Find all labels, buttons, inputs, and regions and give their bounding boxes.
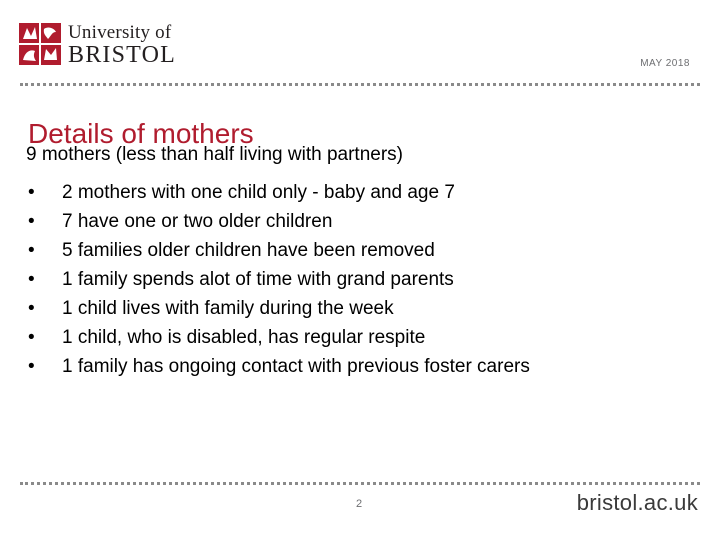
logo-university-text: University of <box>68 22 172 43</box>
footer-divider <box>20 482 700 485</box>
bullet-text: 1 child, who is disabled, has regular respite <box>62 327 426 348</box>
bullet-icon: • <box>28 269 35 290</box>
bullet-icon: • <box>28 211 35 232</box>
bullet-icon: • <box>28 327 35 348</box>
bullet-icon: • <box>28 298 35 319</box>
university-logo <box>18 20 178 70</box>
list-item <box>28 178 530 207</box>
slide-intro: 9 mothers (less than half living with partners) <box>26 144 403 165</box>
list-item <box>28 207 530 236</box>
bullet-text: 2 mothers with one child only - baby and age 7 <box>62 182 455 203</box>
list-item <box>28 323 530 352</box>
bullet-text: 1 family has ongoing contact with previous foster carers <box>62 356 530 377</box>
bullet-text: 1 child lives with family during the week <box>62 298 394 319</box>
list-item <box>28 294 530 323</box>
bullet-icon: • <box>28 356 35 377</box>
header-divider <box>20 83 700 86</box>
bullet-text: 7 have one or two older children <box>62 211 333 232</box>
bullet-icon: • <box>28 182 35 203</box>
list-item <box>28 352 530 381</box>
logo-bristol-text: BRISTOL <box>68 42 176 68</box>
footer-site-url[interactable]: bristol.ac.uk <box>576 490 698 515</box>
list-item <box>28 265 530 294</box>
page-number: 2 <box>356 498 363 510</box>
slide-title: Details of mothers <box>28 117 254 149</box>
bullet-text: 1 family spends alot of time with grand parents <box>62 269 454 290</box>
header-date: MAY 2018 <box>640 58 690 69</box>
crest-icon <box>18 22 62 66</box>
list-item <box>28 236 530 265</box>
bullet-text: 5 families older children have been removed <box>62 240 435 261</box>
bullet-icon: • <box>28 240 35 261</box>
bullet-list <box>28 178 530 381</box>
